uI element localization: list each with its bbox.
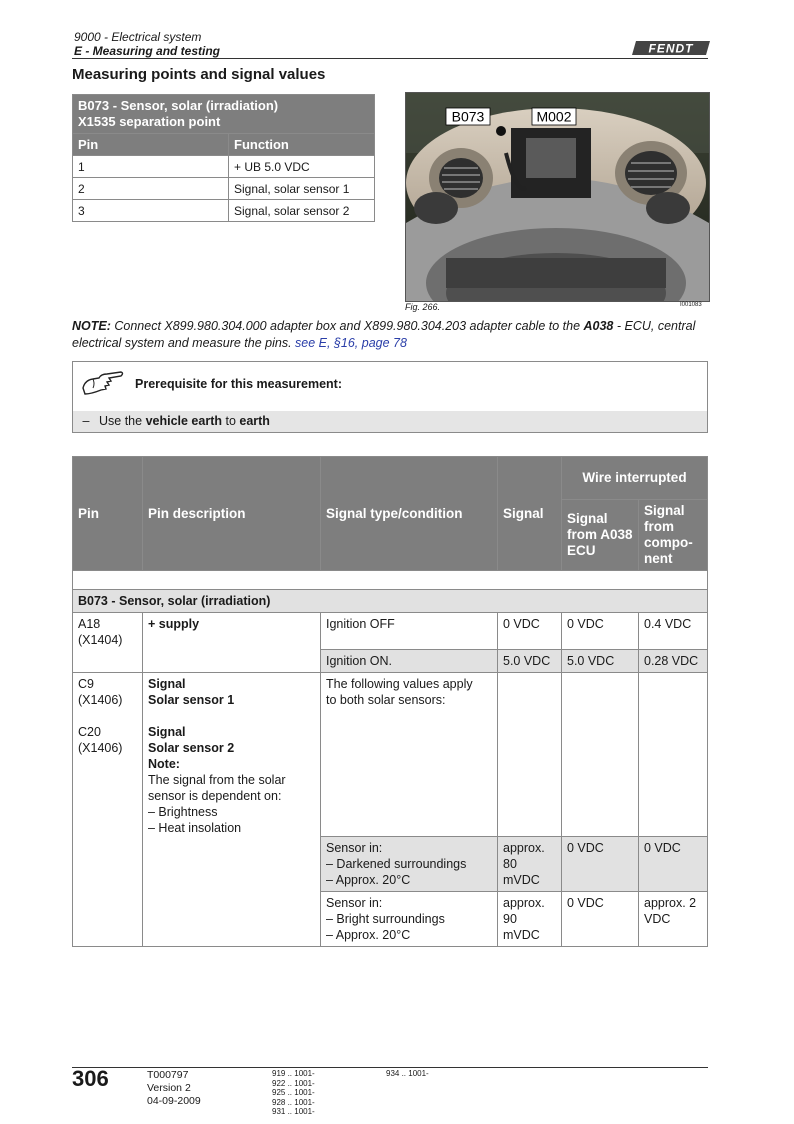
photo-label-b073: B073: [451, 108, 485, 125]
signal-cell: 5.0 VDC: [498, 650, 562, 673]
signal-values-table: [72, 456, 708, 947]
header-chapter: E - Measuring and testing: [74, 44, 221, 58]
condition-cell: Sensor in: – Darkened surroundings – Approx. 20°C: [321, 837, 498, 892]
signal-cell: approx. 90 mVDC: [498, 892, 562, 947]
figure-caption: Fig. 266.: [405, 302, 441, 312]
header-section: 9000 - Electrical system: [74, 30, 202, 44]
component-signal-cell: approx. 2 VDC: [639, 892, 708, 947]
note-ecu: A038: [583, 319, 614, 333]
photo-label-m002: M002: [536, 108, 572, 125]
spacer-row: [73, 571, 708, 590]
col-pin: Pin: [73, 134, 229, 156]
pin-table-title: B073 - Sensor, solar (irradiation) X1535 separation point: [73, 95, 375, 134]
pin-cell: 2: [73, 178, 229, 200]
sensor-photo: [405, 92, 710, 302]
function-cell: Signal, solar sensor 1: [229, 178, 375, 200]
prerequisite-title: Prerequisite for this measurement:: [135, 377, 343, 391]
header-pin: Pin: [73, 457, 143, 571]
signal-cell: [498, 673, 562, 837]
signal-cell: approx. 80 mVDC: [498, 837, 562, 892]
condition-cell: The following values apply to both solar sensors:: [321, 673, 498, 837]
header-signal-from-component: Signal from compo-nent: [639, 500, 708, 571]
ecu-signal-cell: 0 VDC: [562, 892, 639, 947]
pin-cell: 3: [73, 200, 229, 222]
component-signal-cell: 0 VDC: [639, 837, 708, 892]
component-signal-cell: [639, 673, 708, 837]
pin-cell: 1: [73, 156, 229, 178]
note-label: NOTE:: [72, 319, 111, 333]
pin-cell: C9 (X1406) C20 (X1406): [73, 673, 143, 947]
ecu-signal-cell: 0 VDC: [562, 837, 639, 892]
function-cell: + UB 5.0 VDC: [229, 156, 375, 178]
condition-cell: Ignition OFF: [321, 613, 498, 650]
footer-document-info: T000797 Version 2 04-09-2009: [147, 1069, 201, 1107]
note-text: Connect X899.980.304.000 adapter box and X899.980.304.203 adapter cable to the: [110, 319, 584, 333]
col-function: Function: [229, 134, 375, 156]
fendt-logo: [632, 40, 710, 56]
svg-text:FENDT: FENDT: [648, 41, 694, 56]
footer-serial-right: 934 .. 1001-: [386, 1069, 429, 1078]
header-wire-interrupted: Wire interrupted: [562, 457, 708, 500]
header-signal: Signal: [498, 457, 562, 571]
function-cell: Signal, solar sensor 2: [229, 200, 375, 222]
header-divider: [72, 58, 708, 59]
pin-description-cell: + supply: [143, 613, 321, 673]
header-signal-type: Signal type/condition: [321, 457, 498, 571]
note-text: - ECU, central electrical system and measure the pins.: [72, 319, 696, 350]
header-pin-description: Pin description: [143, 457, 321, 571]
prerequisite-item: – Use the vehicle earth to earth: [73, 411, 707, 432]
pin-function-table: [72, 94, 375, 222]
header-signal-from-ecu: Signal from A038 ECU: [562, 500, 639, 571]
note-paragraph: [72, 318, 708, 352]
component-signal-cell: 0.28 VDC: [639, 650, 708, 673]
page-number: 306: [72, 1066, 109, 1091]
footer-divider: [72, 1067, 708, 1068]
note-link[interactable]: see E, §16, page 78: [295, 336, 407, 350]
footer-serial-list: 919 .. 1001- 922 .. 1001- 925 .. 1001- 928 .. 1001- 931 .. 1001-: [272, 1069, 315, 1116]
ecu-signal-cell: [562, 673, 639, 837]
page-title: Measuring points and signal values: [72, 66, 326, 83]
ecu-signal-cell: 0 VDC: [562, 613, 639, 650]
component-signal-cell: 0.4 VDC: [639, 613, 708, 650]
ecu-signal-cell: 5.0 VDC: [562, 650, 639, 673]
figure-code: I001083: [680, 302, 702, 308]
pin-description-cell: Signal Solar sensor 1 Signal Solar sensor 2 Note: The signal from the solar sensor is dependent on: – Brightness – Heat insolation: [143, 673, 321, 947]
signal-cell: 0 VDC: [498, 613, 562, 650]
pin-cell: A18 (X1404): [73, 613, 143, 673]
pointing-hand-icon: [81, 368, 125, 400]
condition-cell: Sensor in: – Bright surroundings – Approx. 20°C: [321, 892, 498, 947]
section-row: B073 - Sensor, solar (irradiation): [73, 590, 708, 613]
prerequisite-box: [72, 361, 708, 433]
condition-cell: Ignition ON.: [321, 650, 498, 673]
